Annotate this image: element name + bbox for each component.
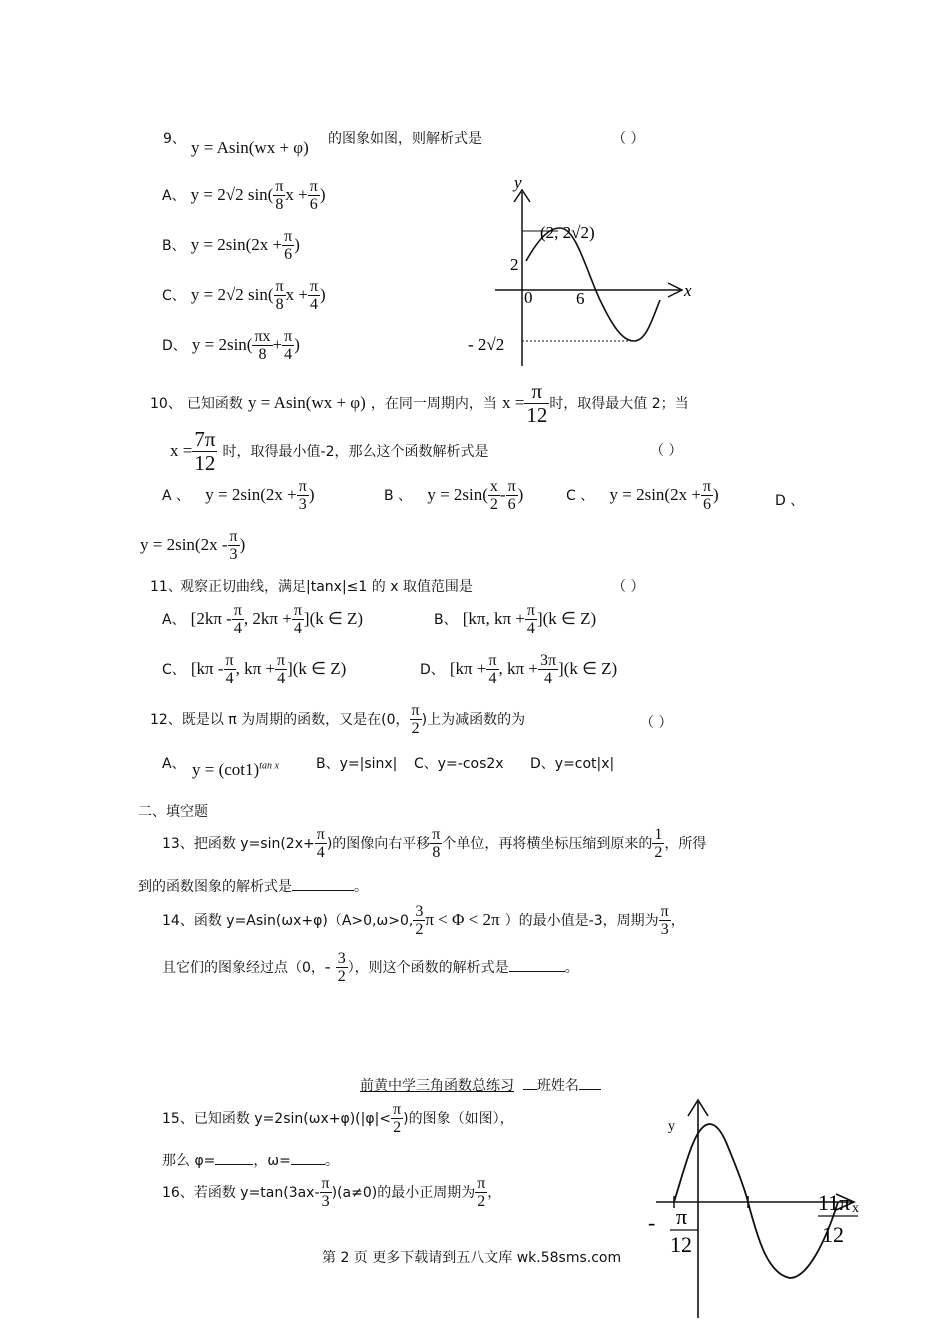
q15-y-label: y (668, 1119, 675, 1134)
q13-blank[interactable] (292, 876, 354, 891)
q12-line1: 12、既是以 π 为周期的函数，又是在(0， $\frac{\pi}{2}$ )上为减函数的为 (150, 702, 526, 737)
q15-x-label: x (852, 1201, 859, 1216)
q12-option-c: C、y=-cos2x (414, 756, 504, 772)
page-footer: 第 2 页 更多下载请到五八文库 wk.58sms.com (322, 1250, 622, 1266)
q9-option-b: B、 y = 2sin(2x + $\frac{\pi}{6}$ ) (162, 228, 300, 263)
q10-answer-paren: （ ） (650, 443, 683, 459)
q9-graph (460, 170, 700, 370)
q9-peak-label: (2, 2√2) (540, 223, 595, 242)
q10-option-d-label: D 、 (775, 493, 805, 509)
page-header (360, 1075, 601, 1095)
q10-option-c: C 、 y = 2sin(2x + $\frac{\pi}{6}$ ) (566, 478, 719, 513)
q15-right-den: 12 (822, 1222, 844, 1247)
q10-line1: 10、 已知函数 y = Asin(wx + φ) ，在同一周期内，当 x = $\frac{\pi}{12}$ 时，取得最大值 2；当 (150, 379, 689, 427)
q9-function: y = Asin(wx + φ) (191, 138, 309, 157)
q9-min-label: - 2√2 (468, 335, 505, 354)
q9-curve (526, 228, 660, 341)
q12-option-d: D、y=cot|x| (530, 756, 615, 772)
name-blank[interactable] (579, 1075, 601, 1090)
q15-left-den: 12 (670, 1232, 692, 1257)
q14-blank[interactable] (509, 957, 565, 972)
q11-number: 11、 (150, 579, 182, 595)
q12-option-b: B、y=|sinx| (316, 756, 398, 772)
q12-option-a-label: A、 (162, 756, 186, 772)
q15-left-neg: - (648, 1210, 656, 1235)
section-fill-in-title: 二、填空题 (138, 804, 208, 820)
class-name-label: 班姓名 (536, 1078, 579, 1094)
q15-omega-blank[interactable] (291, 1150, 325, 1165)
q15-line2: 那么 φ= ，ω= 。 (162, 1150, 339, 1170)
q11-option-c: C、 [kπ - $\frac{\pi}{4}$ , kπ + $\frac{\pi}{4}$ ](k ∈ Z) (162, 652, 347, 687)
q11-stem: 观察正切曲线，满足|tanx|≤1 的 x 取值范围是 (180, 579, 473, 595)
school-title: 前黄中学三角函数总练习 (360, 1078, 514, 1094)
q11-option-a: A、 [2kπ - $\frac{\pi}{4}$ , 2kπ + $\frac{\pi}{4}$ ](k ∈ Z) (162, 602, 364, 637)
q15-phi-blank[interactable] (215, 1150, 253, 1165)
q9-x-label: x (684, 281, 692, 300)
q12-option-a: $y = (\cot 1)^{tan x}$ (192, 760, 279, 779)
q10-option-d: y = 2sin(2x - $\frac{\pi}{3}$ ) (140, 528, 246, 563)
q9-six-label: 6 (576, 289, 585, 308)
q9-option-d: D、 y = 2sin( $\frac{\pi x}{8}$ + $\frac{\pi}{4}$ ) (162, 328, 300, 363)
q11-answer-paren: （ ） (612, 579, 645, 595)
q9-stem: 的图象如图，则解析式是 (328, 131, 482, 147)
q11-option-d: D、 [kπ + $\frac{\pi}{4}$ , kπ + $\frac{3\pi}{4}$ ](k ∈ Z) (420, 652, 618, 687)
q14-line2: 且它们的图象经过点（0，- $\frac{3}{2}$ ），则这个函数的解析式是 。 (162, 950, 579, 985)
q9-zero-label: 0 (524, 288, 533, 307)
q15-line1: 15、已知函数 y=2sin(ωx+φ)(|φ|< $\frac{\pi}{2}$ )的图象（如图）， (162, 1101, 514, 1136)
q9-option-a: A、 y = 2√2 sin( $\frac{\pi}{8}$ x + $\frac{\pi}{6}$ ) (162, 178, 326, 213)
q15-right-num: 11π (818, 1190, 851, 1215)
q10-line2: x = $\frac{7\pi}{12}$ 时，取得最小值-2，那么这个函数解析式是 (170, 427, 489, 475)
q9-option-c: C、 y = 2√2 sin( $\frac{\pi}{8}$ x + $\frac{\pi}{4}$ ) (162, 278, 326, 313)
q9-answer-paren: （ ） (612, 131, 645, 147)
q14-line1: 14、函数 y=Asin(ωx+φ)（A>0,ω>0, $\frac{3}{2}$ π < Φ < 2π ）的最小值是-3，周期为 $\frac{\pi}{3}$ ， (162, 903, 685, 938)
q11-option-b: B、 [kπ, kπ + $\frac{\pi}{4}$ ](k ∈ Z) (434, 602, 597, 637)
q10-option-a: A 、 y = 2sin(2x + $\frac{\pi}{3}$ ) (162, 478, 315, 513)
q9-y-label: y (514, 173, 522, 192)
q13-line2: 到的函数图象的解析式是 。 (138, 876, 368, 896)
q15-graph (640, 1090, 876, 1320)
q16-line1: 16、若函数 y=tan(3ax- $\frac{\pi}{3}$ )(a≠0)的最小正周期为 $\frac{\pi}{2}$ ， (162, 1175, 502, 1210)
q12-answer-paren: （ ） (640, 715, 673, 731)
q15-left-num: π (676, 1204, 688, 1229)
q10-option-b: B 、 y = 2sin( $\frac{x}{2}$ - $\frac{\pi}{6}$ ) (384, 478, 524, 513)
q13-line1: 13、把函数 y=sin(2x+ $\frac{\pi}{4}$ )的图像向右平移 $\frac{\pi}{8}$ 个单位，再将横坐标压缩到原来的 $\frac{1}{2}$ ，所得 (162, 826, 707, 861)
q9-number: 9、 (163, 131, 186, 147)
q9-two-label: 2 (510, 255, 519, 274)
